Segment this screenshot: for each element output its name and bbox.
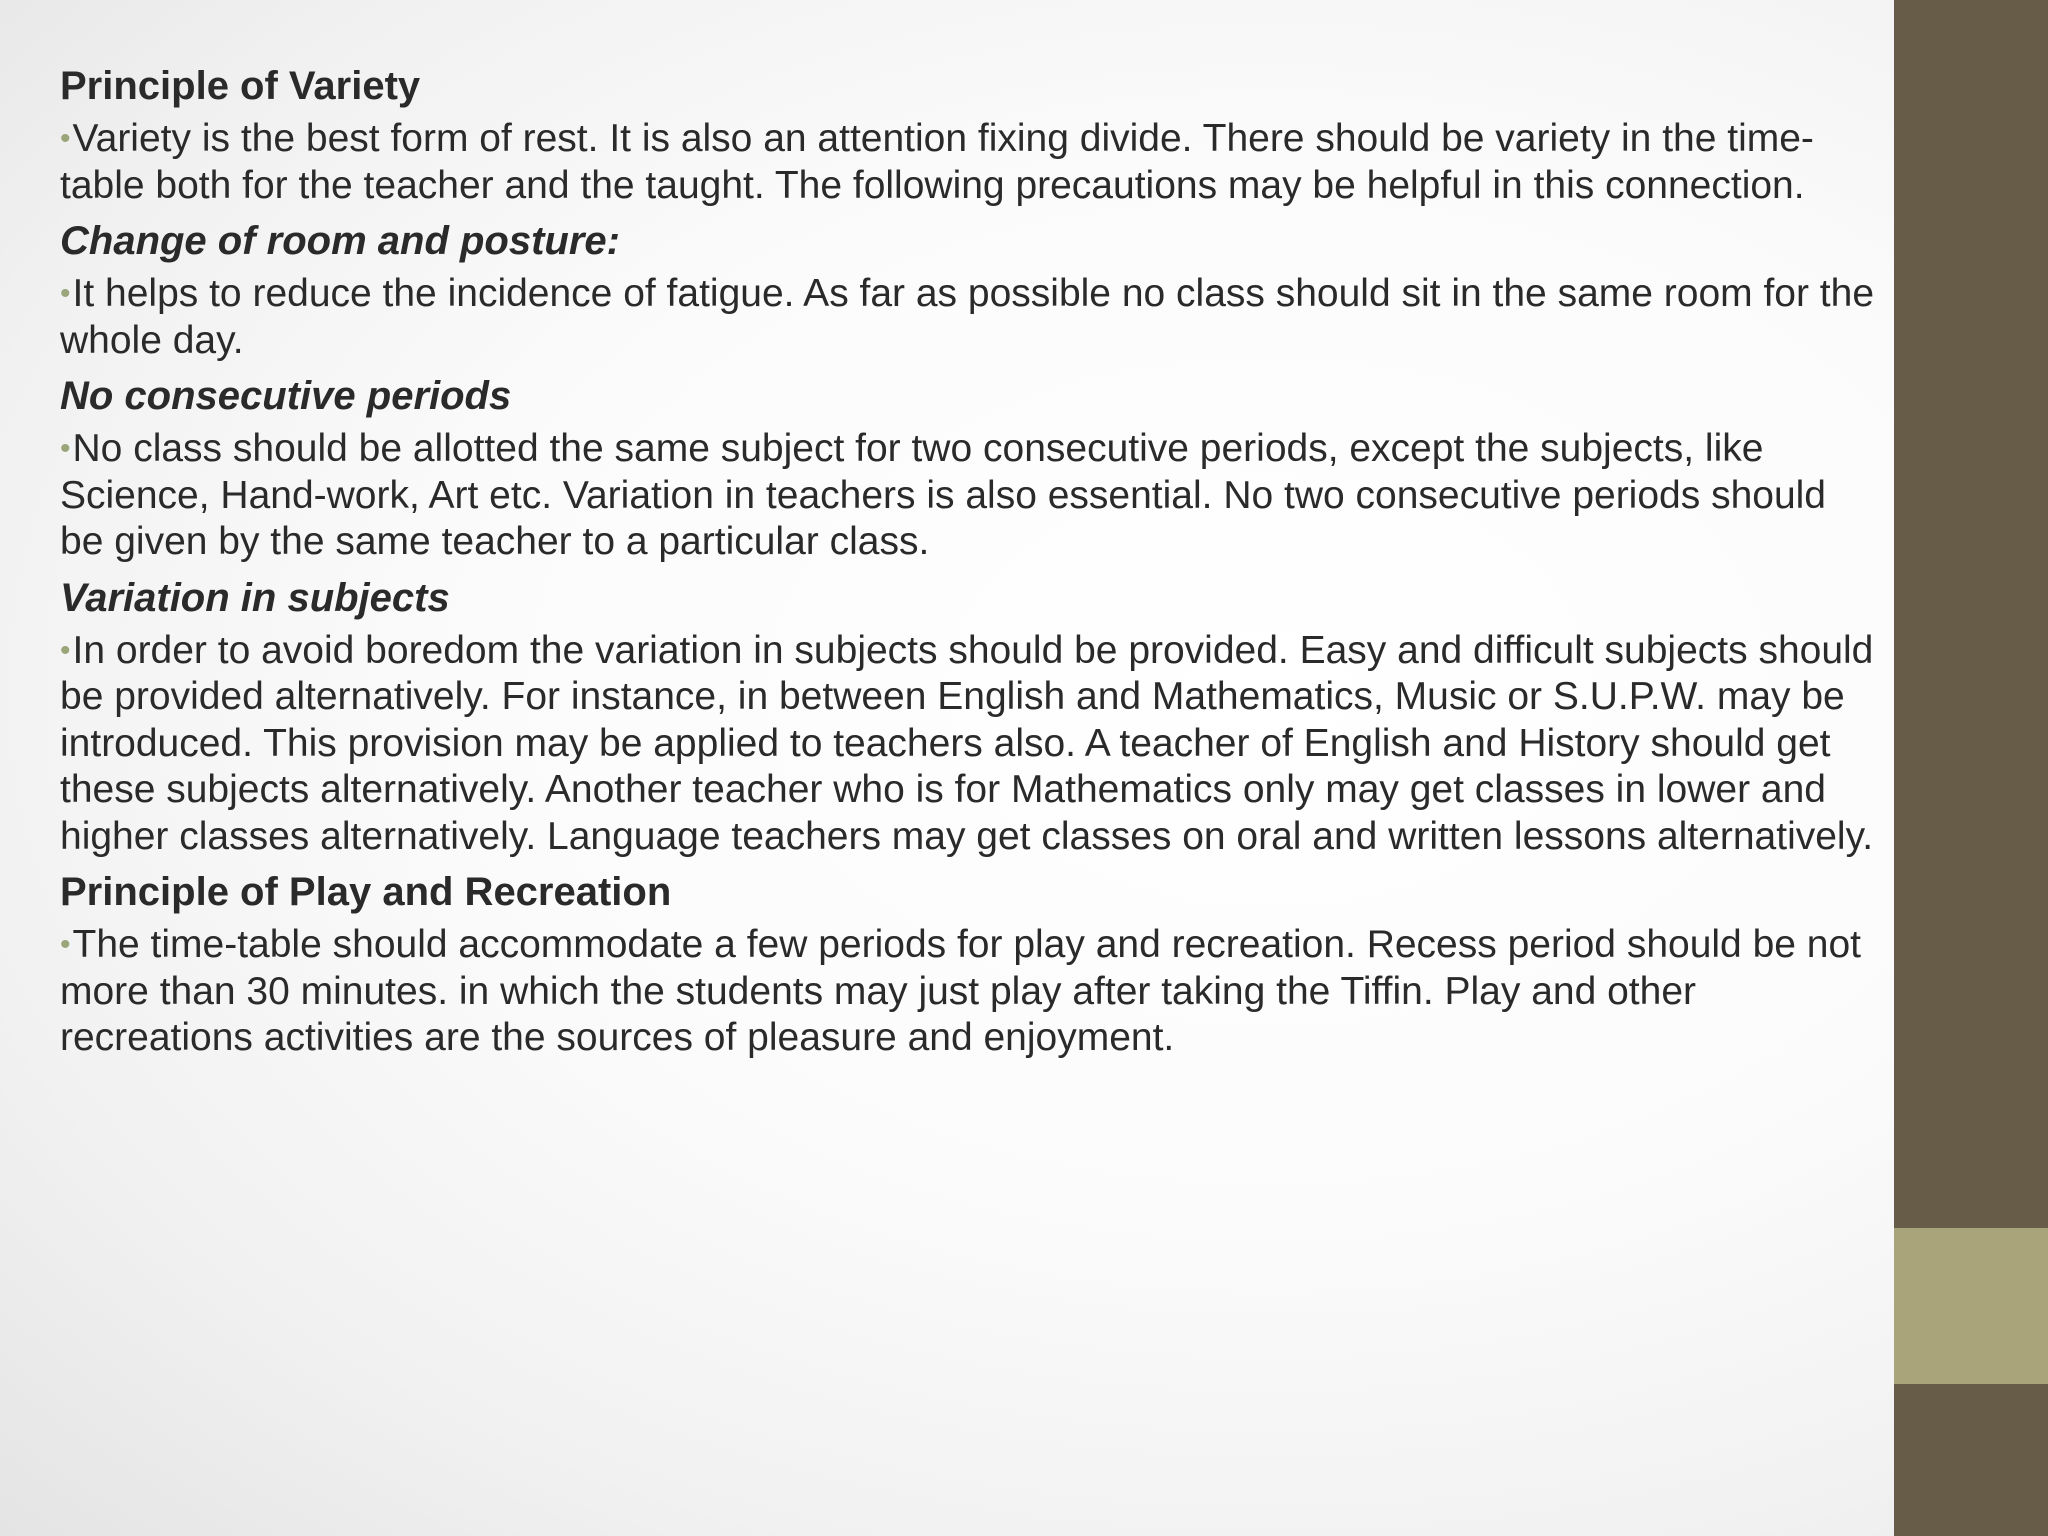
section-paragraph-change-of-room bbox=[60, 271, 1880, 364]
paragraph-text: The time-table should accommodate a few periods for play and recreation. Recess period should be not more than 30 minutes. in which the students may just play after taking the Tiffin. Play and other recreations activities are the sources of pleasure and enjoyment. bbox=[60, 923, 1862, 1059]
bullet-icon: • bbox=[60, 432, 71, 465]
bullet-icon: • bbox=[60, 928, 71, 961]
section-paragraph-principle-of-variety bbox=[60, 116, 1880, 209]
bullet-icon: • bbox=[60, 122, 71, 155]
bullet-icon: • bbox=[60, 633, 71, 667]
section-heading-play-and-recreation: Principle of Play and Recreation bbox=[60, 870, 672, 914]
side-bar-bottom-segment bbox=[1894, 1384, 2048, 1536]
section-paragraph-variation-in-subjects bbox=[60, 628, 1880, 861]
paragraph-text: It helps to reduce the incidence of fatigue. As far as possible no class should sit in the same room for the whole day. bbox=[60, 272, 1875, 362]
section-heading-change-of-room: Change of room and posture: bbox=[60, 219, 620, 263]
side-bar-middle-segment bbox=[1894, 1228, 2048, 1384]
section-heading-variation-in-subjects: Variation in subjects bbox=[60, 575, 450, 620]
paragraph-text: No class should be allotted the same subject for two consecutive periods, except the subjects, like Science, Hand-work, Art etc. Variation in teachers is also essential. No two consecutive periods should be given by the same teacher to a particular class. bbox=[60, 427, 1826, 563]
side-bar-top-segment bbox=[1894, 0, 2048, 1228]
section-paragraph-no-consecutive-periods bbox=[60, 426, 1880, 566]
decorative-side-bar bbox=[1894, 0, 2048, 1536]
paragraph-text: In order to avoid boredom the variation in subjects should be provided. Easy and difficult subjects should be provided alternatively. For instance, in between English and Mathematics, Music or S.U.P.W. may be introduced. This provision may be applied to teachers also. A teacher of English and History should get these subjects alternatively. Another teacher who is for Mathematics only may get classes in lower and higher classes alternatively. Language teachers may get classes on oral and written lessons alternatively. bbox=[60, 628, 1874, 858]
bullet-icon: • bbox=[60, 277, 71, 310]
paragraph-text: Variety is the best form of rest. It is also an attention fixing divide. There should be variety in the time-table both for the teacher and the taught. The following precautions may be helpful in this connection. bbox=[60, 117, 1814, 207]
section-heading-principle-of-variety: Principle of Variety bbox=[60, 64, 421, 108]
section-paragraph-play-and-recreation bbox=[60, 922, 1880, 1062]
slide-content bbox=[60, 60, 1880, 1068]
section-heading-no-consecutive-periods: No consecutive periods bbox=[60, 374, 512, 418]
